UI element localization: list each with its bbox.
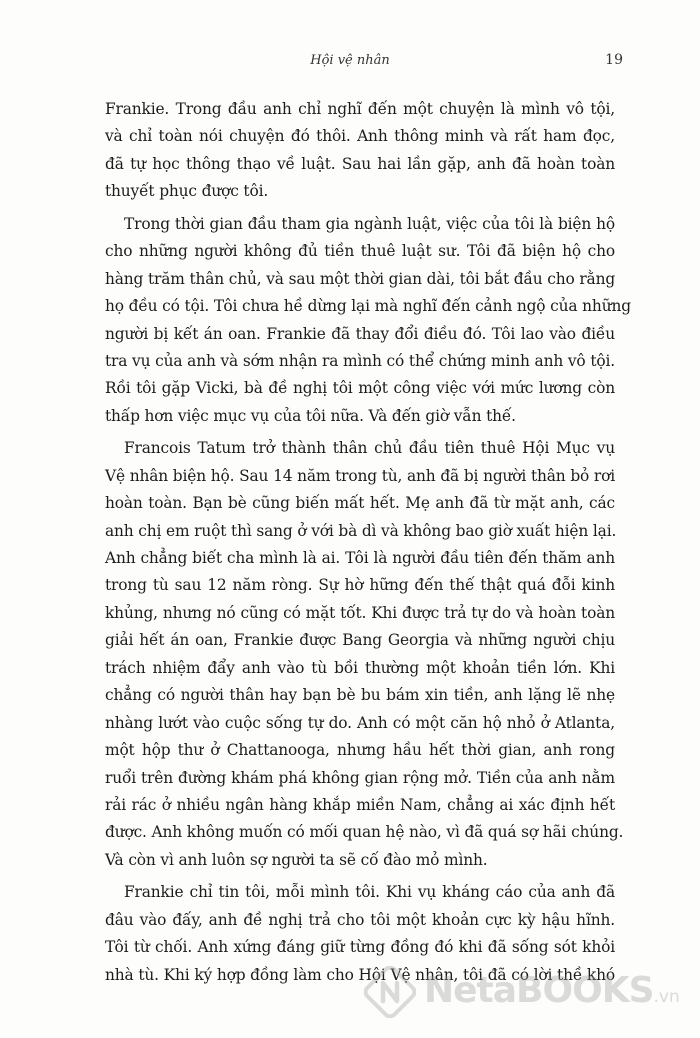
text-line: ruổi trên đường khám phá không gian rộng mở. Tiền của anh nằm: [105, 768, 615, 787]
text-line: rải rác ở nhiều ngân hàng khắp miền Nam, chẳng ai xác định hết: [105, 795, 615, 814]
text-line: thuyết phục được tôi.: [105, 182, 269, 201]
text-line: Frankie. Trong đầu anh chỉ nghĩ đến một chuyện là mình vô tội,: [105, 100, 615, 118]
text-line: hàng trăm thân chủ, và sau một thời gian dài, tôi bắt đầu cho rằng: [105, 269, 616, 288]
text-line: hoàn toàn. Bạn bè cũng biến mất hết. Mẹ anh đã từ mặt anh, các: [105, 494, 615, 513]
text-line: một hộp thư ở Chattanooga, nhưng hầu hết thời gian, anh rong: [105, 741, 615, 760]
text-line: Và còn vì anh luôn sợ người ta sẽ cố đào mỏ mình.: [105, 850, 488, 869]
text-line: họ đều có tội. Tôi chưa hề dừng lại mà nghĩ đến cảnh ngộ của những: [105, 297, 631, 316]
text-line: khủng, nhưng nó cũng có mặt tốt. Khi được trả tự do và hoàn toàn: [105, 603, 615, 622]
netabooks-n-logo-icon: [364, 966, 416, 1018]
text-line: Anh chẳng biết cha mình là ai. Tôi là người đầu tiên đến thăm anh: [105, 549, 615, 567]
text-line: thấp hơn việc mục vụ của tôi nữa. Và đến giờ vẫn thế.: [105, 406, 516, 425]
text-line: được. Anh không muốn có mối quan hệ nào, vì đã quá sợ hãi chúng.: [105, 823, 624, 842]
text-line: người bị kết án oan. Frankie đã thay đổi điều đó. Tôi lao vào điều: [105, 324, 615, 343]
text-line: Frankie chỉ tin tôi, mỗi mình tôi. Khi vụ kháng cáo của anh đã: [124, 883, 615, 902]
text-line: cho những người không đủ tiền thuê luật sư. Tôi đã biện hộ cho: [105, 242, 615, 261]
text-line: Trong thời gian đầu tham gia ngành luật, việc của tôi là biện hộ: [124, 214, 615, 233]
text-line: nhà tù. Khi ký hợp đồng làm cho Hội Vệ nhân, tôi đã có lời thề khó: [105, 965, 615, 984]
text-line: đâu vào đấy, anh đề nghị trả cho tôi một khoản cực kỳ hậu hĩnh.: [105, 910, 615, 929]
text-line: trách nhiệm đẩy anh vào tù bồi thường một khoản tiền lớn. Khi: [105, 658, 615, 677]
text-line: nhàng lướt vào cuộc sống tự do. Anh có một căn hộ nhỏ ở Atlanta,: [105, 713, 615, 732]
text-line: Tôi từ chối. Anh xứng đáng giữ từng đồng đó khi đã sống sót khỏi: [105, 938, 615, 957]
paragraph: [105, 211, 631, 431]
text-line: giải hết án oan, Frankie được Bang Georgia và những người chịu: [105, 631, 615, 650]
text-line: trong tù sau 12 năm ròng. Sự hờ hững đến thế thật quá đỗi kinh: [105, 576, 615, 595]
text-line: chẳng có người thân hay bạn bè bu bám xin tiền, anh lặng lẽ nhẹ: [105, 686, 615, 705]
page-number: 19: [605, 52, 623, 68]
text-line: và chỉ toàn nói chuyện đó thôi. Anh thông minh và rất ham đọc,: [105, 127, 615, 146]
text-line: Francois Tatum trở thành thân chủ đầu tiên thuê Hội Mục vụ: [124, 439, 615, 458]
text-line: tra vụ của anh và sớm nhận ra mình có thể chứng minh anh vô tội.: [105, 351, 615, 370]
running-head: [0, 49, 700, 73]
netabooks-watermark: [364, 966, 694, 1020]
body-text: [105, 96, 631, 989]
watermark-suffix: .vn: [653, 987, 680, 1007]
text-line: đã tự học thông thạo về luật. Sau hai lần gặp, anh đã hoàn toàn: [105, 154, 615, 173]
watermark-text: [424, 970, 680, 1011]
text-line: anh chị em ruột thì sang ở với bà dì và không bao giờ xuất hiện lại.: [105, 521, 617, 540]
text-line: Vệ nhân biện hộ. Sau 14 năm trong tù, anh đã bị người thân bỏ rơi: [105, 466, 615, 485]
paragraph: [105, 96, 615, 206]
text-line: Rồi tôi gặp Vicki, bà đề nghị tôi một công việc với mức lương còn: [105, 379, 615, 398]
watermark-brand: NetaBOOKS: [424, 970, 654, 1011]
running-title: Hội vệ nhân: [310, 53, 390, 68]
paragraph: [105, 435, 624, 874]
